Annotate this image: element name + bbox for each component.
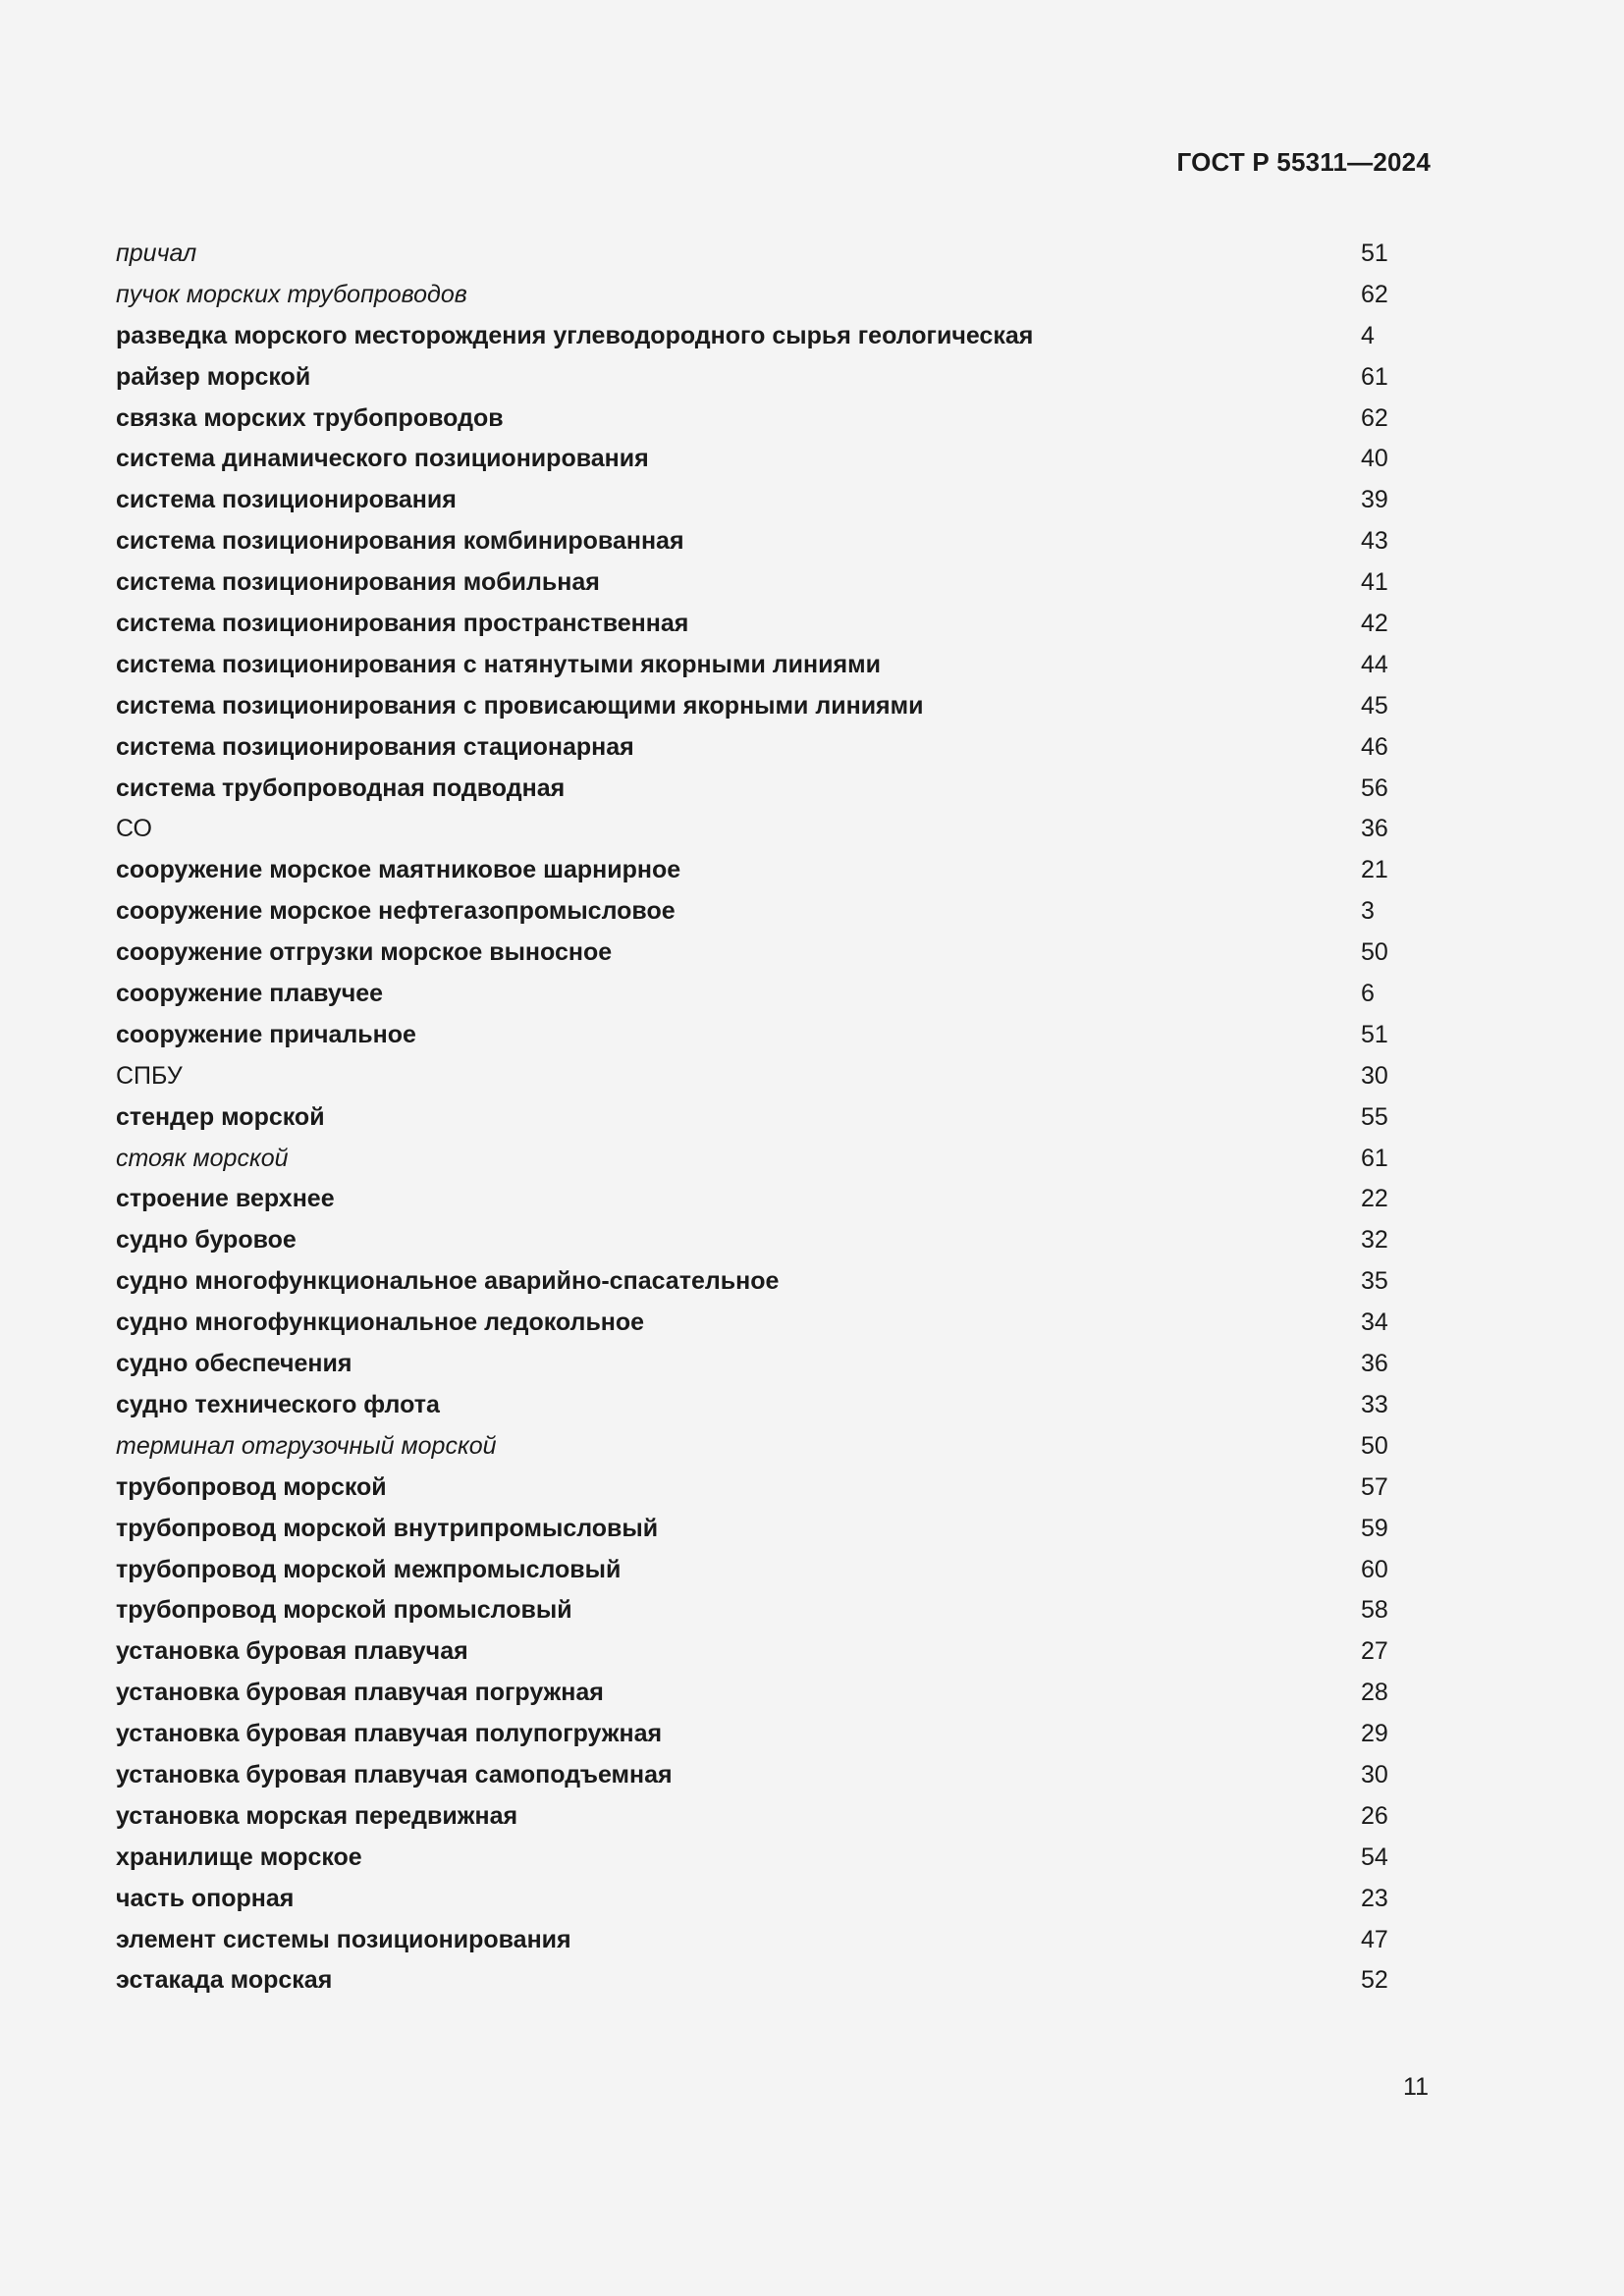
index-term: система позиционирования комбинированная	[116, 527, 684, 556]
index-entry	[116, 604, 1392, 645]
index-entry	[116, 1179, 1392, 1220]
index-term: установка буровая плавучая полупогружная	[116, 1720, 663, 1748]
index-entry	[116, 686, 1392, 727]
index-term-number: 40	[1361, 445, 1388, 473]
index-term: часть опорная	[116, 1884, 295, 1912]
index-term: эстакада морская	[116, 1966, 333, 1995]
index-term-number: 54	[1361, 1842, 1388, 1871]
index-term-number: 45	[1361, 691, 1388, 720]
index-term-number: 21	[1361, 856, 1388, 884]
index-term-number: 50	[1361, 1431, 1388, 1460]
index-term-number: 59	[1361, 1514, 1388, 1542]
index-term-number: 42	[1361, 610, 1388, 638]
index-entry	[116, 275, 1392, 316]
index-term-number: 61	[1361, 1144, 1388, 1172]
index-entry	[116, 1714, 1392, 1755]
index-term: установка буровая плавучая самоподъемная	[116, 1760, 673, 1789]
index-term: установка буровая плавучая погружная	[116, 1679, 604, 1707]
index-term-number: 34	[1361, 1308, 1388, 1337]
index-term-number: 56	[1361, 774, 1388, 802]
index-term-number: 57	[1361, 1472, 1388, 1501]
index-entry	[116, 933, 1392, 974]
index-entry	[116, 357, 1392, 399]
index-term: система динамического позиционирования	[116, 445, 649, 473]
index-entry	[116, 399, 1392, 440]
standard-code: ГОСТ Р 55311—2024	[1176, 147, 1431, 177]
index-entry	[116, 1056, 1392, 1097]
index-term: сооружение морское нефтегазопромысловое	[116, 897, 676, 926]
index-term-number: 33	[1361, 1390, 1388, 1418]
index-term-number: 51	[1361, 240, 1388, 267]
index-term-number: 61	[1361, 362, 1388, 391]
index-term: система трубопроводная подводная	[116, 774, 566, 802]
index-term-number: 44	[1361, 650, 1388, 678]
index-term-number: 23	[1361, 1884, 1388, 1912]
index-term: причал	[116, 240, 197, 267]
index-term: СПБУ	[116, 1061, 183, 1090]
index-term: трубопровод морской межпромысловый	[116, 1555, 622, 1583]
index-term-number: 43	[1361, 527, 1388, 556]
index-term: хранилище морское	[116, 1842, 362, 1871]
index-term-number: 27	[1361, 1637, 1388, 1666]
index-entry	[116, 1344, 1392, 1385]
index-entry	[116, 1838, 1392, 1879]
index-term: трубопровод морской	[116, 1472, 387, 1501]
index-entry	[116, 809, 1392, 850]
index-term: судно технического флота	[116, 1390, 440, 1418]
index-entry	[116, 891, 1392, 933]
index-term: система позиционирования мобильная	[116, 568, 600, 597]
index-term-number: 55	[1361, 1102, 1388, 1131]
index-term-number: 51	[1361, 1020, 1388, 1048]
index-entry	[116, 1015, 1392, 1056]
index-term: райзер морской	[116, 362, 311, 391]
index-term-number: 35	[1361, 1267, 1388, 1296]
index-term-number: 6	[1361, 980, 1375, 1008]
index-entry	[116, 1509, 1392, 1550]
index-entry	[116, 1426, 1392, 1468]
index-term: связка морских трубопроводов	[116, 403, 504, 432]
index-entry	[116, 1550, 1392, 1591]
index-term-number: 50	[1361, 938, 1388, 967]
index-term: строение верхнее	[116, 1185, 335, 1213]
index-term-number: 36	[1361, 1350, 1388, 1378]
index-term-number: 52	[1361, 1966, 1388, 1995]
index-term-number: 46	[1361, 732, 1388, 761]
index-term-number: 32	[1361, 1226, 1388, 1255]
index-entry	[116, 1960, 1392, 2002]
index-entry	[116, 439, 1392, 480]
index-term: элемент системы позиционирования	[116, 1925, 571, 1953]
index-entry	[116, 1139, 1392, 1180]
index-entry	[116, 1220, 1392, 1261]
index-entry	[116, 1590, 1392, 1631]
index-term: пучок морских трубопроводов	[116, 280, 467, 308]
index-term: система позиционирования пространственная	[116, 610, 689, 638]
index-term-number: 22	[1361, 1185, 1388, 1213]
index-term-number: 30	[1361, 1061, 1388, 1090]
index-term: система позиционирования с провисающими якорными линиями	[116, 691, 924, 720]
index-entry	[116, 1879, 1392, 1920]
index-entry	[116, 850, 1392, 891]
index-term-number: 3	[1361, 897, 1375, 926]
index-term: терминал отгрузочный морской	[116, 1431, 497, 1460]
index-entry	[116, 974, 1392, 1015]
index-entry	[116, 1097, 1392, 1139]
index-entry	[116, 562, 1392, 604]
document-header	[1176, 147, 1431, 178]
index-term-number: 30	[1361, 1760, 1388, 1789]
index-entry	[116, 1796, 1392, 1838]
index-entry	[116, 769, 1392, 810]
index-term-number: 26	[1361, 1801, 1388, 1830]
index-entry	[116, 1920, 1392, 1961]
index-term-number: 28	[1361, 1679, 1388, 1707]
index-term-number: 62	[1361, 403, 1388, 432]
index-term: трубопровод морской внутрипромысловый	[116, 1514, 659, 1542]
index-term: судно многофункциональное ледокольное	[116, 1308, 645, 1337]
index-entry	[116, 234, 1392, 275]
index-term: судно обеспечения	[116, 1350, 352, 1378]
index-term: стояк морской	[116, 1144, 289, 1172]
index-term: стендер морской	[116, 1102, 325, 1131]
index-term-number: 58	[1361, 1596, 1388, 1625]
index-entry	[116, 1673, 1392, 1714]
index-term: установка буровая плавучая	[116, 1637, 468, 1666]
index-term: сооружение плавучее	[116, 980, 384, 1008]
index-term: СО	[116, 815, 152, 843]
index-entry	[116, 1385, 1392, 1426]
index-entry	[116, 316, 1392, 357]
index-term-number: 41	[1361, 568, 1388, 597]
index-entry	[116, 1755, 1392, 1796]
index-entry	[116, 480, 1392, 521]
index-entry	[116, 645, 1392, 686]
index-term: разведка морского месторождения углеводородного сырья геологическая	[116, 321, 1034, 349]
index-entry	[116, 521, 1392, 562]
index-term: сооружение отгрузки морское выносное	[116, 938, 613, 967]
index-entry	[116, 1303, 1392, 1344]
index-term: система позиционирования стационарная	[116, 732, 634, 761]
index-term: сооружение причальное	[116, 1020, 416, 1048]
index-term-number: 36	[1361, 815, 1388, 843]
index-term: сооружение морское маятниковое шарнирное	[116, 856, 681, 884]
alphabetical-index	[116, 234, 1392, 2002]
index-term: установка морская передвижная	[116, 1801, 518, 1830]
index-term-number: 4	[1361, 321, 1375, 349]
index-entry	[116, 727, 1392, 769]
index-term: система позиционирования с натянутыми якорными линиями	[116, 650, 881, 678]
index-term-number: 29	[1361, 1720, 1388, 1748]
index-entry	[116, 1631, 1392, 1673]
index-term: трубопровод морской промысловый	[116, 1596, 572, 1625]
index-term-number: 62	[1361, 280, 1388, 308]
index-term: судно буровое	[116, 1226, 297, 1255]
index-term-number: 47	[1361, 1925, 1388, 1953]
page-number: 11	[1403, 2073, 1429, 2101]
index-term-number: 60	[1361, 1555, 1388, 1583]
index-term: судно многофункциональное аварийно-спасательное	[116, 1267, 780, 1296]
index-term: система позиционирования	[116, 486, 457, 514]
index-term-number: 39	[1361, 486, 1388, 514]
index-entry	[116, 1468, 1392, 1509]
index-entry	[116, 1261, 1392, 1303]
